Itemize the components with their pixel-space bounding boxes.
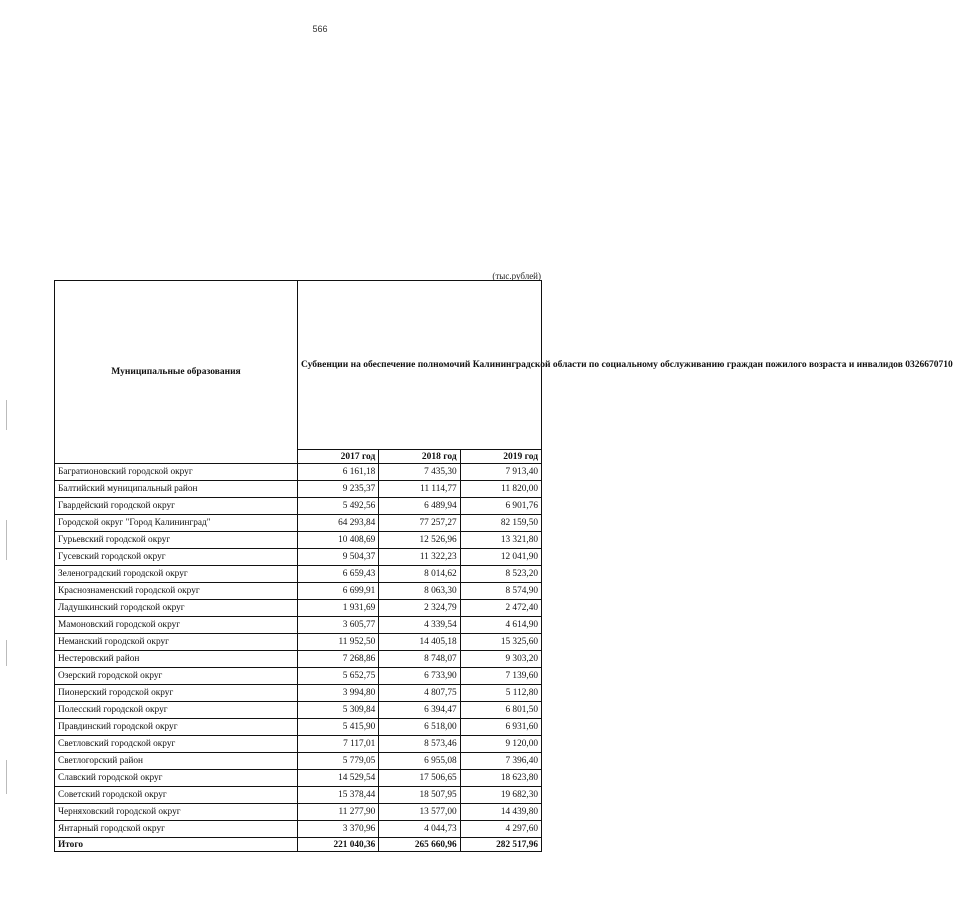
municipality-name: Светловский городской округ (55, 736, 298, 753)
municipality-name: Городской округ "Город Калининград" (55, 515, 298, 532)
value-2018: 6 518,00 (379, 719, 460, 736)
table-row (55, 651, 542, 668)
value-2019: 11 820,00 (460, 481, 541, 498)
table-row (55, 753, 542, 770)
value-2019: 4 297,60 (460, 821, 541, 838)
value-2017: 1 931,69 (298, 600, 379, 617)
table-row (55, 515, 542, 532)
municipality-name: Правдинский городской округ (55, 719, 298, 736)
scan-speck (6, 400, 7, 430)
table-body (55, 464, 542, 852)
value-2018: 12 526,96 (379, 532, 460, 549)
value-2017: 5 415,90 (298, 719, 379, 736)
year-header-2017: 2017 год (298, 450, 379, 464)
value-2018: 8 014,62 (379, 566, 460, 583)
value-2017: 7 117,01 (298, 736, 379, 753)
municipality-name: Светлогорский район (55, 753, 298, 770)
municipality-name: Неманский городской округ (55, 634, 298, 651)
value-2019: 13 321,80 (460, 532, 541, 549)
value-2018: 6 955,08 (379, 753, 460, 770)
value-2019: 6 801,50 (460, 702, 541, 719)
value-2018: 8 573,46 (379, 736, 460, 753)
value-2017: 5 309,84 (298, 702, 379, 719)
table-row (55, 770, 542, 787)
value-2017: 6 161,18 (298, 464, 379, 481)
units-label: (тыс.рублей) (492, 271, 541, 281)
value-2017: 7 268,86 (298, 651, 379, 668)
municipality-name: Пионерский городской округ (55, 685, 298, 702)
value-2019: 2 472,40 (460, 600, 541, 617)
municipality-name: Зеленоградский городской округ (55, 566, 298, 583)
table-row (55, 549, 542, 566)
value-2019: 6 931,60 (460, 719, 541, 736)
table-row (55, 736, 542, 753)
value-2019: 9 120,00 (460, 736, 541, 753)
municipality-name: Балтийский муниципальный район (55, 481, 298, 498)
value-2019: 7 139,60 (460, 668, 541, 685)
municipality-name: Славский городской округ (55, 770, 298, 787)
year-header-2018: 2018 год (379, 450, 460, 464)
table-row (55, 498, 542, 515)
scan-speck (6, 640, 7, 666)
municipality-name: Гвардейский городской округ (55, 498, 298, 515)
table-row (55, 600, 542, 617)
table-row (55, 566, 542, 583)
value-2019: 4 614,90 (460, 617, 541, 634)
total-2017: 221 040,36 (298, 838, 379, 852)
municipality-column-header: Муниципальные образования (55, 281, 298, 464)
total-2019: 282 517,96 (460, 838, 541, 852)
value-2018: 13 577,00 (379, 804, 460, 821)
subsidy-table (54, 280, 953, 852)
value-2017: 11 277,90 (298, 804, 379, 821)
value-2017: 3 994,80 (298, 685, 379, 702)
value-2018: 6 733,90 (379, 668, 460, 685)
value-2019: 12 041,90 (460, 549, 541, 566)
total-2018: 265 660,96 (379, 838, 460, 852)
table-row (55, 583, 542, 600)
table-row (55, 634, 542, 651)
table-row (55, 685, 542, 702)
municipality-name: Гурьевский городской округ (55, 532, 298, 549)
value-2018: 4 807,75 (379, 685, 460, 702)
municipality-name: Советский городской округ (55, 787, 298, 804)
total-label: Итого (55, 838, 298, 852)
value-2018: 17 506,65 (379, 770, 460, 787)
scan-speck (6, 760, 7, 794)
value-2019: 7 913,40 (460, 464, 541, 481)
value-2018: 6 489,94 (379, 498, 460, 515)
value-2019: 15 325,60 (460, 634, 541, 651)
value-2018: 7 435,30 (379, 464, 460, 481)
page-number: 566 (312, 24, 328, 34)
value-2018: 77 257,27 (379, 515, 460, 532)
value-2019: 14 439,80 (460, 804, 541, 821)
value-2018: 11 322,23 (379, 549, 460, 566)
year-header-2019: 2019 год (460, 450, 541, 464)
value-2017: 64 293,84 (298, 515, 379, 532)
municipality-name: Янтарный городской округ (55, 821, 298, 838)
value-2019: 8 523,20 (460, 566, 541, 583)
municipality-name: Полесский городской округ (55, 702, 298, 719)
value-2019: 7 396,40 (460, 753, 541, 770)
value-2017: 3 370,96 (298, 821, 379, 838)
municipality-name: Озерский городской округ (55, 668, 298, 685)
value-2017: 3 605,77 (298, 617, 379, 634)
municipality-name: Багратионовский городской округ (55, 464, 298, 481)
value-2018: 4 044,73 (379, 821, 460, 838)
value-2018: 4 339,54 (379, 617, 460, 634)
table-row (55, 702, 542, 719)
value-2019: 8 574,90 (460, 583, 541, 600)
table-row (55, 821, 542, 838)
value-2017: 10 408,69 (298, 532, 379, 549)
value-2019: 6 901,76 (460, 498, 541, 515)
value-2018: 11 114,77 (379, 481, 460, 498)
value-2017: 15 378,44 (298, 787, 379, 804)
table-row (55, 719, 542, 736)
value-2018: 6 394,47 (379, 702, 460, 719)
table-row (55, 481, 542, 498)
value-2019: 82 159,50 (460, 515, 541, 532)
value-2017: 5 779,05 (298, 753, 379, 770)
value-2017: 11 952,50 (298, 634, 379, 651)
table-row (55, 668, 542, 685)
value-2019: 9 303,20 (460, 651, 541, 668)
total-row (55, 838, 542, 852)
table-row (55, 787, 542, 804)
municipality-name: Мамоновский городской округ (55, 617, 298, 634)
municipality-name: Гусевский городской округ (55, 549, 298, 566)
table-row (55, 532, 542, 549)
municipality-name: Черняховский городской округ (55, 804, 298, 821)
value-2017: 6 699,91 (298, 583, 379, 600)
municipality-name: Краснознаменский городской округ (55, 583, 298, 600)
table-row (55, 804, 542, 821)
value-2018: 8 063,30 (379, 583, 460, 600)
value-2018: 8 748,07 (379, 651, 460, 668)
value-2018: 2 324,79 (379, 600, 460, 617)
municipality-name: Ладушкинский городской округ (55, 600, 298, 617)
value-2018: 14 405,18 (379, 634, 460, 651)
value-2017: 9 504,37 (298, 549, 379, 566)
value-2019: 5 112,80 (460, 685, 541, 702)
subsidy-column-header: Субвенции на обеспечение полномочий Калининградской области по социальному обслуживанию граждан пожилого возраста и инвалидов 0326670710 (298, 281, 542, 450)
value-2019: 19 682,30 (460, 787, 541, 804)
value-2017: 14 529,54 (298, 770, 379, 787)
value-2017: 9 235,37 (298, 481, 379, 498)
value-2019: 18 623,80 (460, 770, 541, 787)
table-row (55, 464, 542, 481)
value-2017: 5 492,56 (298, 498, 379, 515)
value-2017: 5 652,75 (298, 668, 379, 685)
scan-speck (6, 520, 7, 560)
value-2018: 18 507,95 (379, 787, 460, 804)
municipality-name: Нестеровский район (55, 651, 298, 668)
table-row (55, 617, 542, 634)
value-2017: 6 659,43 (298, 566, 379, 583)
